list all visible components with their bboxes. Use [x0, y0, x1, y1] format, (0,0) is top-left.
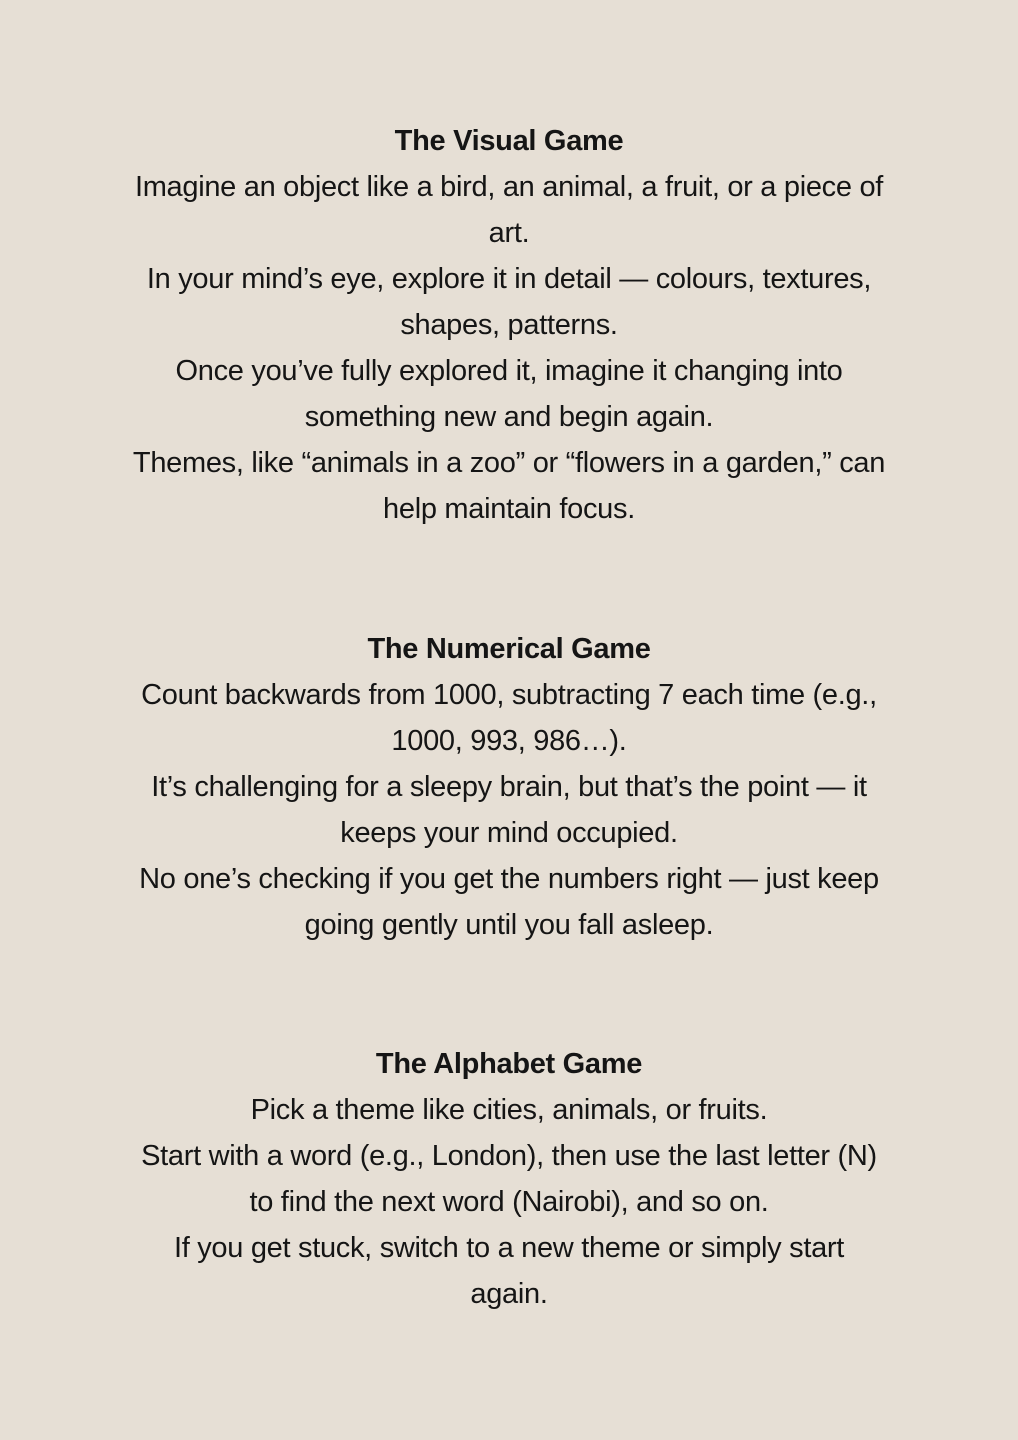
body-line: It’s challenging for a sleepy brain, but that’s the point — it: [151, 771, 867, 803]
body-line: No one’s checking if you get the numbers right — just keep: [139, 863, 879, 895]
body-line: Pick a theme like cities, animals, or fruits.: [250, 1094, 768, 1126]
body-line: 1000, 993, 986…).: [391, 725, 627, 757]
body-line: art.: [488, 217, 530, 249]
section-alphabet-game: [80, 1041, 938, 1317]
body-line: again.: [470, 1278, 548, 1310]
body-line: help maintain focus.: [383, 493, 635, 525]
section-visual-game: [80, 118, 938, 532]
body-line: to find the next word (Nairobi), and so on.: [249, 1186, 769, 1218]
document-page: [80, 0, 938, 1440]
body-line: In your mind’s eye, explore it in detail — colours, textures,: [146, 263, 872, 295]
section-title: The Alphabet Game: [375, 1048, 643, 1080]
body-line: Once you’ve fully explored it, imagine it changing into: [175, 355, 843, 387]
body-line: Count backwards from 1000, subtracting 7 each time (e.g.,: [141, 679, 877, 711]
body-line: Themes, like “animals in a zoo” or “flowers in a garden,” can: [132, 447, 886, 479]
section-title: The Numerical Game: [367, 633, 651, 665]
body-line: Imagine an object like a bird, an animal, a fruit, or a piece of: [134, 171, 884, 203]
body-line: something new and begin again.: [304, 401, 714, 433]
body-line: Start with a word (e.g., London), then use the last letter (N): [141, 1140, 877, 1172]
section-numerical-game: [80, 626, 938, 948]
section-title: The Visual Game: [394, 125, 624, 157]
body-line: If you get stuck, switch to a new theme or simply start: [173, 1232, 845, 1264]
body-line: keeps your mind occupied.: [340, 817, 678, 849]
body-line: shapes, patterns.: [400, 309, 618, 341]
body-line: going gently until you fall asleep.: [304, 909, 714, 941]
